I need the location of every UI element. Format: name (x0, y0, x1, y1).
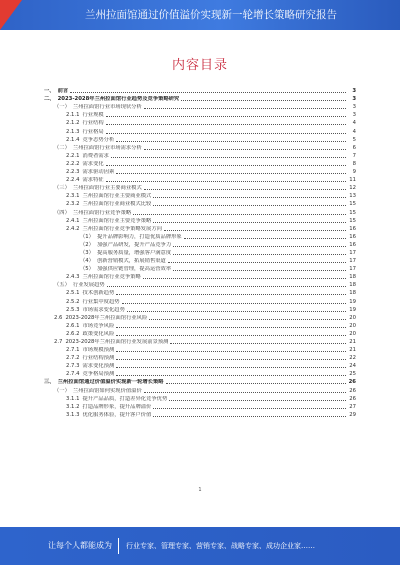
toc-entry-page: 26 (349, 387, 356, 394)
footer-slogan: 让每个人都能成为 (48, 541, 112, 550)
toc-entry-number: 二、 (44, 96, 55, 103)
toc-entry-text: 兰州拉面馆行业竞争策略发展方向 (82, 225, 162, 232)
toc-entry[interactable] (44, 102, 356, 110)
toc-leader-dots (106, 124, 346, 125)
toc-entry-number: （一） (54, 387, 70, 394)
toc-entry-text: 2023-2028年兰州拉面馆行业风险 (65, 314, 148, 321)
toc-leader-dots (169, 400, 346, 401)
toc-entry-page: 9 (352, 169, 356, 176)
footer-banner (0, 527, 400, 565)
toc-entry[interactable] (44, 353, 356, 361)
toc-entry-page: 16 (349, 241, 356, 248)
toc-leader-dots (153, 197, 346, 198)
toc-leader-dots (173, 246, 346, 247)
toc-leader-dots (149, 319, 346, 320)
toc-entry[interactable] (44, 232, 356, 240)
toc-entry-page: 18 (349, 274, 356, 281)
toc-leader-dots (122, 303, 346, 304)
toc-leader-dots (173, 254, 346, 255)
page-number: 1 (198, 487, 202, 493)
toc-entry[interactable] (44, 272, 356, 280)
toc-entry-number: （五） (54, 282, 70, 289)
toc-entry-number: 2.3.1 (66, 193, 80, 200)
toc-entry-text: 前言 (57, 88, 69, 95)
toc-entry[interactable] (44, 369, 356, 377)
toc-entry-text: 竞争态势分析 (82, 136, 115, 143)
toc-leader-dots (164, 230, 346, 231)
toc-leader-dots (173, 270, 346, 271)
toc-entry-text: 创新营销模式，拓展销售渠道 (96, 258, 166, 265)
toc-entry-text: 行业格局 (82, 128, 104, 135)
toc-entry-text: 兰州拉面馆行业主要商业模式 (82, 193, 152, 200)
toc-entry-page: 15 (349, 209, 356, 216)
toc-entry[interactable] (44, 135, 356, 143)
toc-entry-number: 2.7.4 (66, 371, 80, 378)
toc-entry[interactable] (44, 118, 356, 126)
toc-leader-dots (168, 262, 346, 263)
toc-entry-number: 三、 (44, 379, 55, 386)
toc-entry-number: （5） (80, 266, 94, 273)
toc-entry[interactable] (44, 240, 356, 248)
toc-entry-text: 需求驱动因素 (82, 169, 115, 176)
toc-entry-number: （4） (80, 258, 94, 265)
toc-entry[interactable] (44, 183, 356, 191)
toc-entry-text: 打造品牌形象，提升品牌溢价 (82, 403, 152, 410)
toc-entry-page: 26 (349, 395, 356, 402)
toc-entry-text: 政策变化风险 (82, 330, 115, 337)
toc-entry-text: 行业结构 (82, 120, 104, 127)
toc-entry-text: 行业规模 (82, 112, 104, 119)
toc-entry[interactable] (44, 288, 356, 296)
toc-entry[interactable] (44, 337, 356, 345)
toc-entry-number: 2.2.4 (66, 177, 80, 184)
toc-entry-number: （2） (80, 241, 94, 248)
toc-entry-number: （四） (54, 209, 70, 216)
toc-entry-text: 兰州拉面馆行业主要竞争策略 (82, 217, 152, 224)
toc-entry-text: 2023-2028年兰州拉面馆行业趋势及竞争策略研究 (57, 96, 180, 103)
toc-leader-dots (133, 214, 346, 215)
footer-roles: 行业专家、管理专家、营销专家、战略专家、成功企业家…… (126, 542, 315, 550)
toc-leader-dots (127, 311, 346, 312)
toc-entry-page: 4 (352, 120, 356, 127)
toc-leader-dots (106, 116, 346, 117)
toc-entry-page: 17 (349, 258, 356, 265)
toc-entry-text: 兰州拉面馆行业商业模式比较 (82, 201, 152, 208)
toc-entry-number: 2.4.3 (66, 274, 80, 281)
toc-entry-number: （一） (54, 104, 70, 111)
toc-entry-page: 19 (349, 298, 356, 305)
toc-leader-dots (170, 343, 346, 344)
toc-entry-text: 兰州拉面馆行业市场需求分析 (72, 144, 142, 151)
toc-entry-page: 20 (349, 322, 356, 329)
table-of-contents (44, 86, 356, 418)
toc-leader-dots (184, 238, 346, 239)
toc-entry-page: 4 (352, 128, 356, 135)
toc-entry-text: 需求变化预测 (82, 363, 115, 370)
toc-entry-text: 需求变化 (82, 160, 104, 167)
toc-entry-text: 竞争格局预测 (82, 371, 115, 378)
toc-entry-page: 16 (349, 225, 356, 232)
toc-entry-page: 6 (352, 144, 356, 151)
toc-entry-text: 行业发展趋势 (72, 282, 105, 289)
toc-entry-page: 12 (349, 185, 356, 192)
toc-leader-dots (144, 108, 346, 109)
toc-entry-text: 市场规模预测 (82, 347, 115, 354)
toc-entry-text: 行业集中度趋势 (82, 298, 120, 305)
toc-leader-dots (143, 278, 346, 279)
report-title: 兰州拉面馆通过价值溢价实现新一轮增长策略研究报告 (85, 9, 337, 21)
toc-entry-page: 24 (349, 363, 356, 370)
toc-entry[interactable] (44, 402, 356, 410)
toc-entry-page: 3 (352, 88, 356, 95)
toc-leader-dots (153, 222, 346, 223)
toc-entry-text: 提升品牌影响力，打造优质品牌形象 (96, 233, 182, 240)
toc-leader-dots (153, 205, 346, 206)
toc-entry-page: 15 (349, 201, 356, 208)
toc-entry-page: 18 (349, 282, 356, 289)
toc-entry-number: 2.6.1 (66, 322, 80, 329)
toc-entry-page: 27 (349, 403, 356, 410)
toc-entry[interactable] (44, 191, 356, 199)
toc-title: 内容目录 (171, 58, 228, 73)
toc-leader-dots (106, 165, 346, 166)
toc-entry-number: 2.6 (54, 314, 63, 321)
toc-entry-page: 5 (352, 136, 356, 143)
toc-entry[interactable] (44, 224, 356, 232)
toc-entry-page: 17 (349, 249, 356, 256)
toc-leader-dots (116, 141, 346, 142)
toc-entry-number: 2.5.1 (66, 290, 80, 297)
toc-entry-page: 11 (349, 177, 356, 184)
toc-entry-page: 29 (349, 411, 356, 418)
toc-entry[interactable] (44, 126, 356, 134)
toc-entry[interactable] (44, 167, 356, 175)
toc-entry[interactable] (44, 345, 356, 353)
toc-entry-text: 兰州拉面馆行业竞争策略 (72, 209, 132, 216)
toc-leader-dots (111, 157, 346, 158)
toc-entry-page: 3 (352, 104, 356, 111)
toc-entry-text: 加强供应链管理，提高运营效率 (96, 266, 172, 273)
toc-leader-dots (107, 286, 346, 287)
toc-entry[interactable] (44, 313, 356, 321)
toc-entry[interactable] (44, 256, 356, 264)
toc-entry-page: 7 (352, 152, 356, 159)
toc-entry-page: 3 (352, 112, 356, 119)
toc-entry-text: 市场竞争风险 (82, 322, 115, 329)
toc-entry-text: 提高服务质量，增强客户满意度 (96, 249, 172, 256)
toc-entry[interactable] (44, 321, 356, 329)
toc-entry-text: 行业结构预测 (82, 355, 115, 362)
toc-leader-dots (116, 375, 346, 376)
toc-entry[interactable] (44, 329, 356, 337)
toc-entry-number: 2.2.3 (66, 169, 80, 176)
toc-entry[interactable] (44, 305, 356, 313)
toc-entry-page: 8 (352, 160, 356, 167)
toc-entry-number: 2.7.1 (66, 347, 80, 354)
toc-entry[interactable] (44, 264, 356, 272)
toc-entry-text: 兰州拉面馆行业市场现状分析 (72, 104, 142, 111)
toc-leader-dots (116, 335, 346, 336)
toc-leader-dots (106, 181, 346, 182)
toc-entry-page: 20 (349, 314, 356, 321)
toc-leader-dots (116, 327, 346, 328)
toc-entry[interactable] (44, 94, 356, 102)
toc-entry-number: 2.1.3 (66, 128, 80, 135)
toc-leader-dots (144, 149, 346, 150)
toc-entry[interactable] (44, 110, 356, 118)
toc-entry-page: 3 (352, 96, 356, 103)
toc-entry-text: 需求特征 (82, 177, 104, 184)
toc-entry[interactable] (44, 361, 356, 369)
toc-entry[interactable] (44, 199, 356, 207)
toc-entry[interactable] (44, 280, 356, 288)
toc-entry-page: 20 (349, 330, 356, 337)
toc-entry-page: 21 (349, 347, 356, 354)
toc-entry[interactable] (44, 86, 356, 94)
toc-leader-dots (153, 416, 346, 417)
toc-entry-text: 兰州拉面馆行业竞争策略 (82, 274, 141, 281)
toc-entry-page: 21 (349, 339, 356, 345)
toc-entry-page: 17 (349, 266, 356, 273)
toc-leader-dots (144, 392, 346, 393)
toc-entry-text: 消费者需求 (82, 152, 109, 159)
toc-entry[interactable] (44, 248, 356, 256)
toc-entry-number: 3.1.3 (66, 411, 80, 418)
toc-entry-page: 22 (349, 355, 356, 362)
toc-entry-page: 19 (349, 306, 356, 313)
toc-leader-dots (116, 173, 346, 174)
toc-leader-dots (116, 351, 346, 352)
toc-entry-number: 2.5.2 (66, 298, 80, 305)
toc-entry-number: （1） (80, 233, 94, 240)
toc-entry-number: 2.5.3 (66, 306, 80, 313)
toc-leader-dots (153, 408, 346, 409)
toc-entry-number: 2.1.1 (66, 112, 80, 119)
toc-entry-page: 16 (349, 233, 356, 240)
footer-divider (118, 538, 119, 554)
toc-entry[interactable] (44, 296, 356, 304)
toc-entry-number: 2.7.3 (66, 363, 80, 370)
toc-leader-dots (116, 294, 346, 295)
toc-entry-number: 2.4.1 (66, 217, 80, 224)
header-banner (0, 0, 400, 30)
toc-entry-number: 2.4.2 (66, 225, 80, 232)
toc-leader-dots (166, 383, 346, 384)
toc-entry[interactable] (44, 216, 356, 224)
toc-entry-text: 优化服务体验，提升客户价值 (82, 411, 152, 418)
toc-entry-page: 26 (348, 379, 356, 386)
toc-entry-page: 15 (349, 217, 356, 224)
toc-entry[interactable] (44, 410, 356, 418)
toc-entry-number: （三） (54, 185, 70, 192)
toc-entry-number: 2.6.2 (66, 330, 80, 337)
toc-entry-number: 3.1.2 (66, 403, 80, 410)
toc-entry[interactable] (44, 394, 356, 402)
toc-leader-dots (116, 359, 346, 360)
toc-entry-page: 25 (349, 371, 356, 378)
toc-entry-page: 13 (349, 193, 356, 200)
toc-entry-number: 2.1.4 (66, 136, 80, 143)
toc-entry[interactable] (44, 159, 356, 167)
toc-entry-number: （二） (54, 144, 70, 151)
toc-entry-number: 一、 (44, 88, 55, 95)
toc-entry-number: 2.2.1 (66, 152, 80, 159)
toc-entry[interactable] (44, 143, 356, 151)
toc-entry[interactable] (44, 151, 356, 159)
toc-entry[interactable] (44, 377, 356, 385)
toc-entry-text: 加强产品研发，提升产品竞争力 (96, 241, 172, 248)
toc-entry-text: 提升产品品质，打造差异化竞争优势 (82, 395, 168, 402)
toc-entry-number: 2.7.2 (66, 355, 80, 362)
toc-entry-number: 2.7 (54, 339, 63, 345)
toc-leader-dots (70, 92, 346, 93)
toc-entry-text: 市场需求变化趋势 (82, 306, 125, 313)
toc-entry-number: 2.1.2 (66, 120, 80, 127)
red-corner-decoration (0, 0, 22, 30)
toc-entry-number: （3） (80, 249, 94, 256)
toc-entry-text: 2023-2028年兰州拉面馆行业发展前景预测 (65, 339, 169, 345)
toc-entry-text: 技术创新趋势 (82, 290, 115, 297)
toc-entry-text: 兰州拉面馆行业主要商业模式 (72, 185, 142, 192)
toc-leader-dots (106, 133, 346, 134)
toc-entry-page: 18 (349, 290, 356, 297)
toc-leader-dots (144, 189, 346, 190)
toc-leader-dots (116, 367, 346, 368)
toc-leader-dots (181, 100, 346, 101)
toc-entry[interactable] (44, 385, 356, 393)
toc-entry-text: 兰州拉面馆如何实现价值溢价 (72, 387, 142, 394)
toc-entry-text: 兰州拉面馆通过价值溢价实现新一轮增长策略 (57, 379, 164, 386)
toc-entry[interactable] (44, 207, 356, 215)
toc-entry-number: 3.1.1 (66, 395, 80, 402)
toc-entry[interactable] (44, 175, 356, 183)
toc-entry-number: 2.3.2 (66, 201, 80, 208)
toc-entry-number: 2.2.2 (66, 160, 80, 167)
